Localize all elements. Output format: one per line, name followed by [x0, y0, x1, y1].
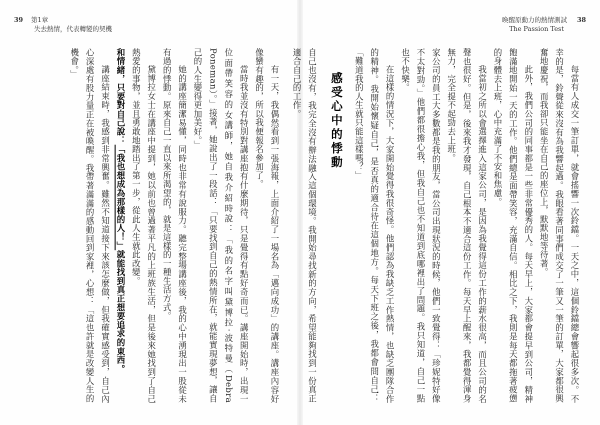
- text-run: 當時我並沒有特別對講座抱有什麼期待，只是覺得有點好奇而已。講座開始時，出現一位面帶笑容的女講師，她自我介紹時說：「我的名字叫黛博拉‧波特曼（Debra Poneman）。」: [208, 48, 250, 403]
- right-page-header: [502, 16, 586, 34]
- right-page: [292, 0, 600, 425]
- right-page-number: 38: [576, 16, 586, 24]
- section-heading: 感受心中的悸動: [329, 72, 344, 170]
- paragraph: 此外，我們公司的同事都是一些非常優秀的人。每天早上，大家都會提早到公司，精神飽滿地開始一天的工作。他們總是面帶笑容，充滿自信。相比之下，我則是每天都拖著疲憊的身體去上班，心中充滿了不安和焦慮。: [492, 48, 534, 403]
- paragraph: 自己也沒有，我完全沒有辦法融入這個環境。我開始尋找新的方向，希望能夠找到一份真正適合自己的工作。: [292, 48, 318, 403]
- bold-text: 和情緒，只要對自己說：: [115, 48, 126, 145]
- chapter-subtitle: 失去熱情，代表轉變的契機: [34, 25, 112, 33]
- paragraph: [190, 48, 252, 403]
- emphasized-quote: 「我也想成為那樣的人！」: [115, 144, 126, 251]
- text-run: 接著，她說出了一段話：「只要找到自己的熱情所在，就能實現夢想，讓自己的人生變得更加美好。」: [192, 48, 219, 404]
- paragraph: [113, 48, 128, 403]
- paragraph: 黛博拉女士在講座中提到，她以前也曾過著平凡的上班族生活，但是後來她找到了自己熱愛的事物，並且勇敢地踏出了第一步，從此人生就此改變。: [131, 48, 157, 403]
- paragraph: 家公司的員工大多數都是我的朋友，當公司出現狀況的時候，他們一致覺得：「珍妮特好像不太對勁。」他們都很擔心我，但我自己也不知道到底哪裡出了問題。我只知道，自己一點也不快樂。: [400, 48, 442, 403]
- paragraph: 講座結束時，我感到非常興奮。雖然不知道接下來該怎麼做，但我確實感受到，自己內心深處有股力量正在被喚醒。我帶著滿滿的感動回到家裡，心想：「這也許就是改變人生的機會。」: [69, 48, 111, 403]
- right-page-body: [292, 48, 582, 403]
- paragraph: 有一天，我偶然看到一張海報，上面介紹了一場名為「邁向成功」的講座。講座內容好像蠻有趣的，所以我便報名參加了。: [254, 48, 280, 403]
- left-page-body: [20, 48, 282, 403]
- running-title: 喚醒原動力的熱情測試: [501, 16, 567, 24]
- left-page-number: 39: [14, 16, 24, 24]
- left-page-header: [14, 16, 112, 34]
- paragraph: 我當初之所以會選擇進入這家公司，是因為我覺得這份工作的薪水很高，而且公司的名聲也很好。但是，後來我才發現，自己根本不適合這份工作。每天早上醒來，我都覺得渾身無力，完全提不起勁去上班。: [446, 48, 488, 403]
- chapter-label: 第1章: [31, 16, 49, 24]
- paragraph: 在這樣的情況下，大家開始覺得我很奇怪。他們認為我缺乏工作熱情，也缺乏團隊合作的精神。我開始懷疑自己，是否真的適合待在這個地方。每天下班之後，我都會問自己：「難道我的人生就只能這樣嗎？」: [354, 48, 396, 403]
- bold-text: 就能找到真正想要追求的東西。: [115, 250, 126, 374]
- paragraph: 每當有人成交一筆訂單，就會搖響一次鈴鐺。一天之中，這個鈴鐺總會響起很多次。不幸的是，鈴聲從來沒有為我響起過。我眼看著同事們成交了一筆又一筆的訂單，大家都很興奮地慶祝，而我卻只能坐在自己的座位上，默默地等待著。: [539, 48, 580, 403]
- paragraph: 她的講座簡潔易懂，同時也非常有說服力。聽完整場講座後，我的心中湧現出一股從未有過的悸動。原來自己一直以來所渴望的，就是這樣的一種生活方式。: [162, 48, 188, 403]
- running-title-english: The Passion Test: [509, 25, 564, 33]
